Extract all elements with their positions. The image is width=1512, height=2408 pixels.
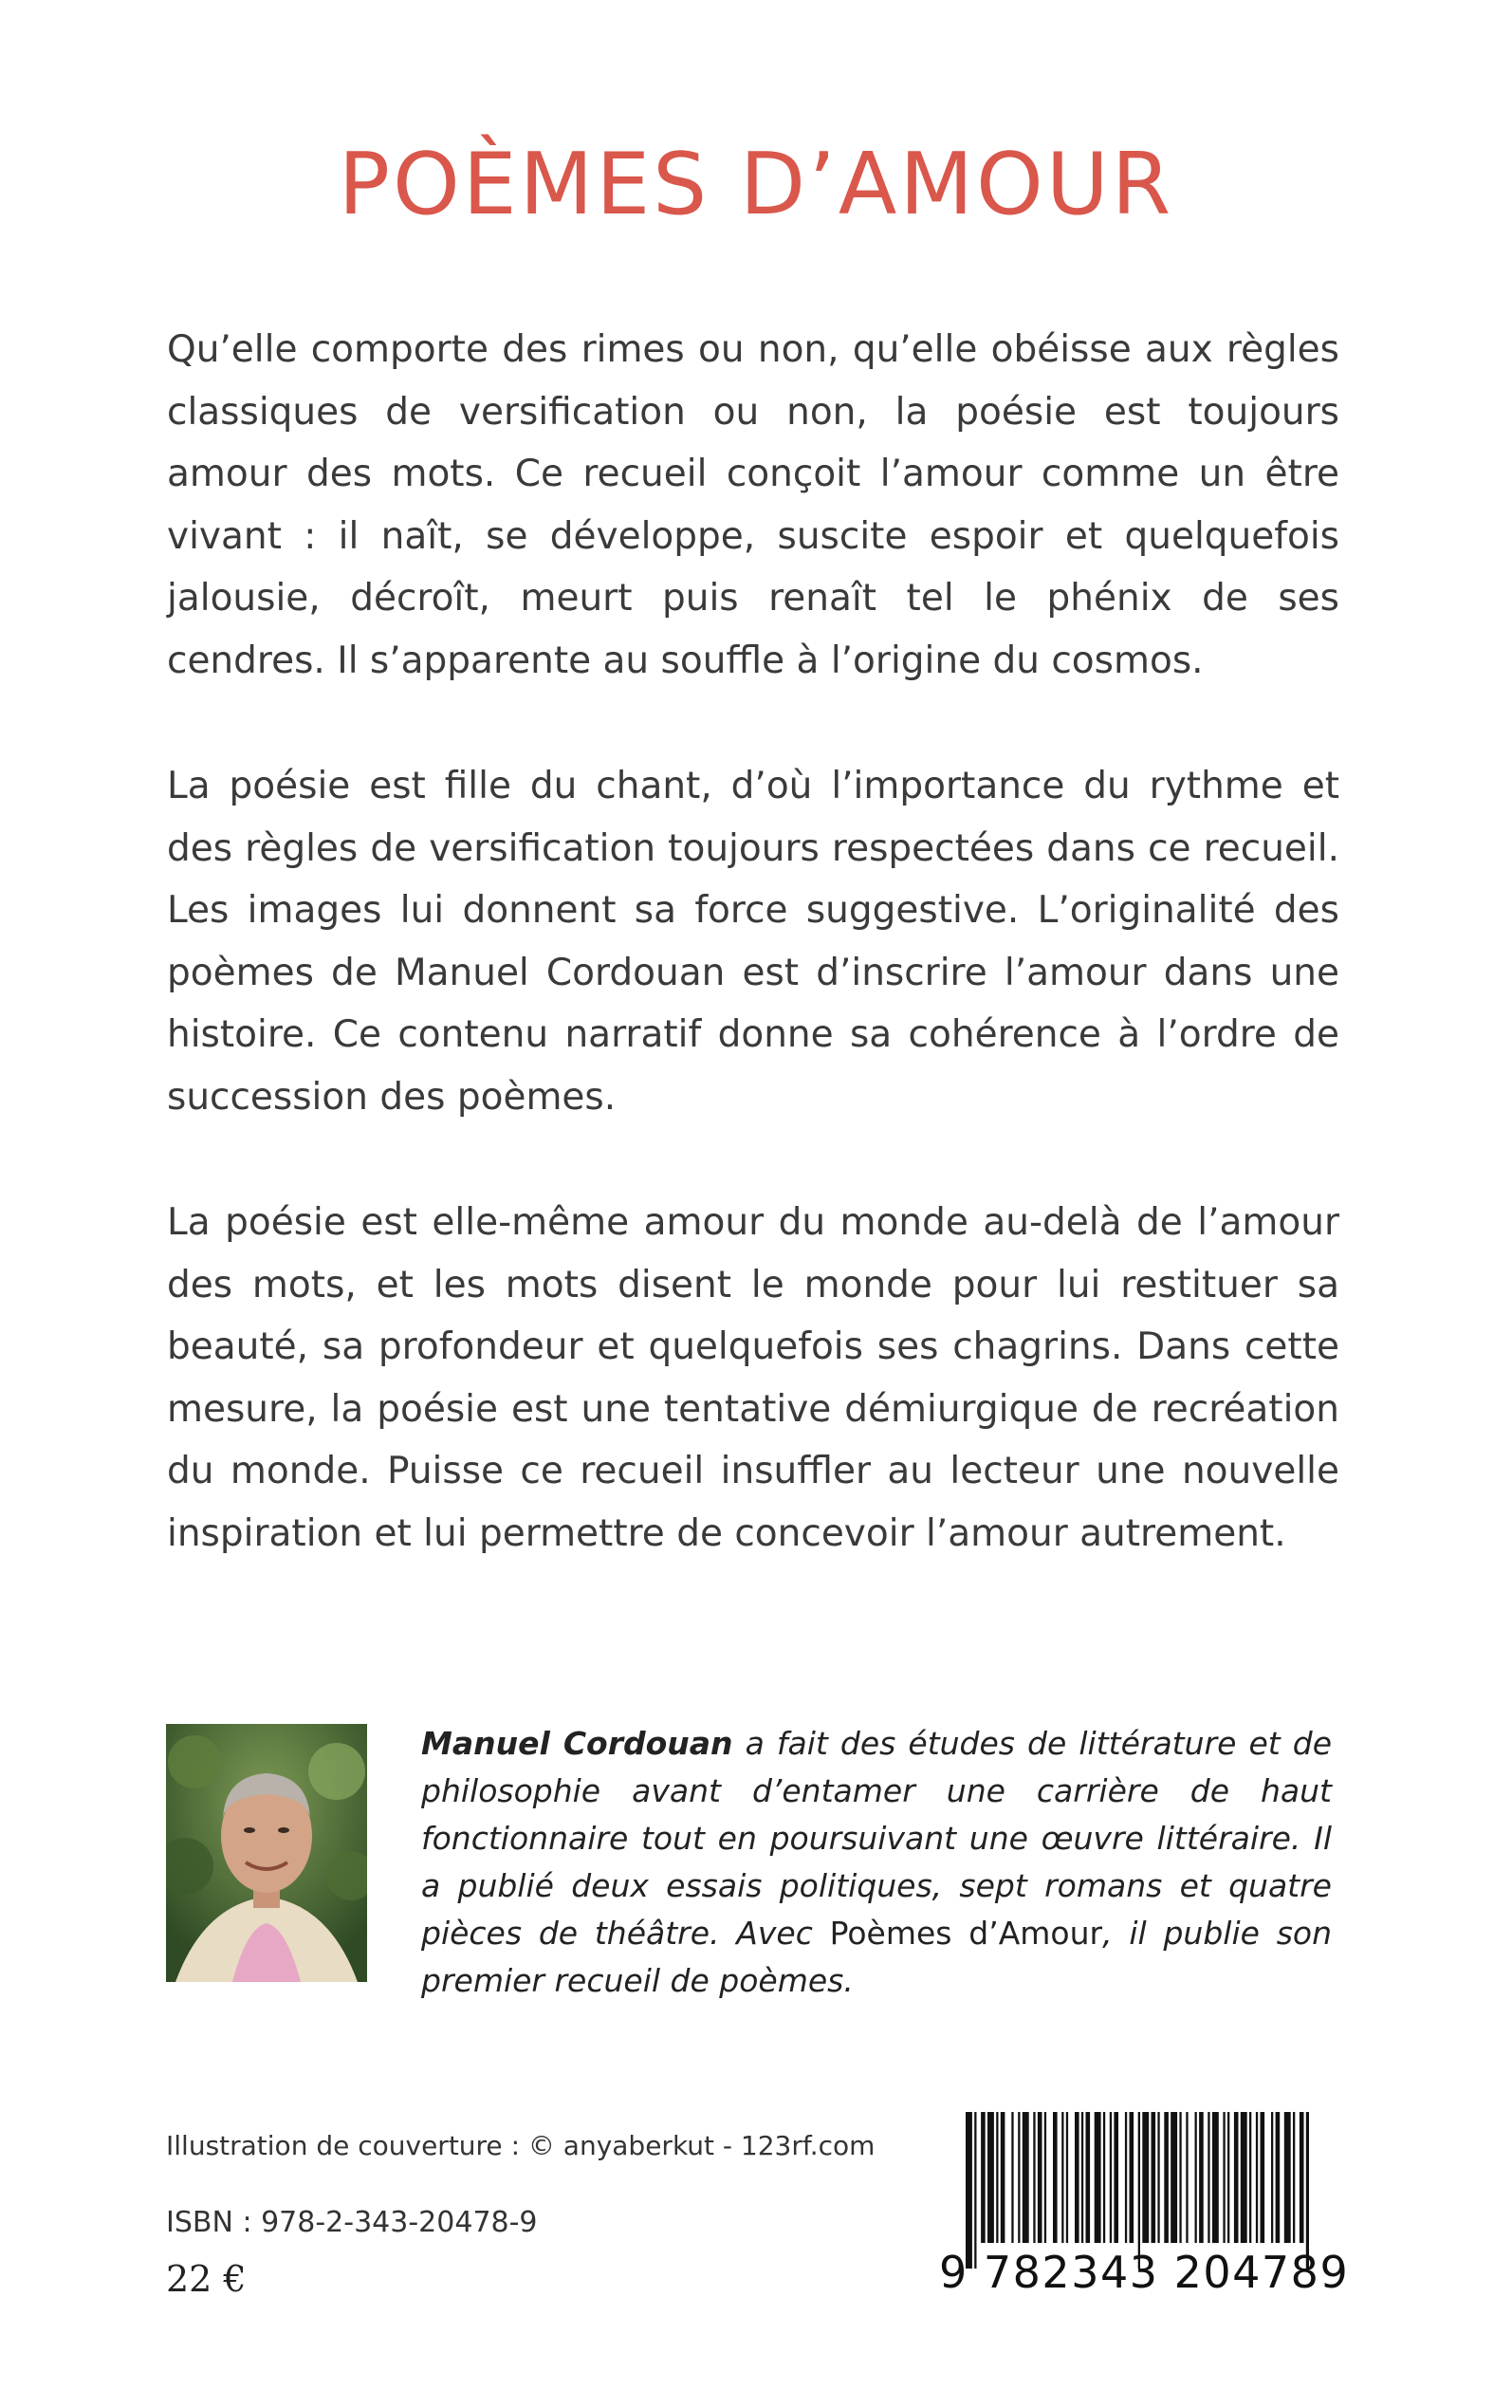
barcode-bar (981, 2112, 986, 2243)
blurb-paragraph-3: La poésie est elle-même amour du monde au-delà de l’amour des mots, et les mots disent le monde pour lui restituer sa beauté, sa profondeur et quelquefois ses chagrins. Dans cette mesure, la poésie est une tentative démiurgique de recréation du monde. Puisse ce recueil insuffler au lecteur une nouvelle inspiration et lui permettre de concevoir l’amour autrement. (167, 1201, 1339, 1555)
barcode-bar (1227, 2112, 1229, 2243)
barcode-bar (1023, 2112, 1029, 2243)
barcode-bar (1284, 2112, 1291, 2243)
isbn: ISBN : 978-2-343-20478-9 (166, 2206, 538, 2239)
barcode-bar (1018, 2112, 1020, 2243)
barcode-bar (1125, 2112, 1127, 2243)
bio-text-1: a fait des études de littérature et de philosophie avant d’entamer une carrière de haut fonctionnaire tout en poursuivant une œuvre littéraire. Il a publié deux essais politiques, sept romans et quatre pièces de théâtre. Avec (421, 1725, 1332, 1952)
bio-text-2: , il publie son premier recueil de poèmes. (421, 1915, 1333, 1999)
barcode-bar (1103, 2112, 1105, 2243)
barcode-bar (1142, 2112, 1149, 2243)
barcode-bar (1152, 2112, 1156, 2243)
barcode-bar (1195, 2112, 1197, 2243)
bio-book-title: Poèmes d’Amour (829, 1915, 1103, 1952)
barcode-bar (1086, 2112, 1091, 2243)
blurb-paragraph-1: Qu’elle comporte des rimes ou non, qu’elle obéisse aux règles classiques de versification ou non, la poésie est toujours amour des mots. Ce recueil conçoit l’amour comme un être vivant : il naît, se développe, suscite espoir et quelquefois jalousie, décroît, meurt puis renaît tel le phénix de ses cendres. Il s’apparente au souffle à l’origine du cosmos. (167, 328, 1339, 682)
author-name: Manuel Cordouan (421, 1725, 733, 1762)
barcode-bar (1001, 2112, 1005, 2243)
book-title: POÈMES D’AMOUR (338, 135, 1174, 234)
barcode-bar (1110, 2112, 1112, 2243)
barcode-bar (1212, 2112, 1219, 2243)
barcode-bar (1033, 2112, 1035, 2243)
barcode-bar (1130, 2112, 1134, 2243)
price: 22 € (166, 2258, 247, 2300)
barcode-bar (1208, 2112, 1209, 2243)
barcode-bar (1053, 2112, 1058, 2243)
barcode-bar (1249, 2112, 1251, 2243)
barcode-bar (1164, 2112, 1169, 2243)
barcode-bar (1179, 2112, 1181, 2243)
barcode-bar (1157, 2112, 1159, 2243)
barcode-bar (974, 2112, 976, 2269)
barcode-bar (1234, 2112, 1239, 2243)
author-bio (421, 1720, 1332, 2005)
barcode-bar (1171, 2112, 1177, 2243)
author-photo (166, 1724, 367, 1982)
barcode-bar (1061, 2112, 1063, 2243)
barcode-bar (966, 2112, 972, 2269)
barcode-bar (1256, 2112, 1258, 2243)
barcode-number: 9 782343 204789 (939, 2247, 1350, 2298)
barcode-bar (987, 2112, 994, 2243)
barcode-bar (1186, 2112, 1188, 2243)
barcode-bar (1223, 2112, 1225, 2243)
blurb-paragraph-2: La poésie est fille du chant, d’où l’importance du rythme et des règles de versification toujours respectées dans ce recueil. Les images lui donnent sa force suggestive. L’originalité des poèmes de Manuel Cordouan est d’inscrire l’amour dans une histoire. Ce contenu narratif donne sa cohérence à l’ordre de succession des poèmes. (167, 765, 1339, 1119)
barcode-bar (996, 2112, 998, 2243)
barcode-bar (1075, 2112, 1079, 2243)
barcode-bar (1241, 2112, 1247, 2243)
barcode-bar (1306, 2112, 1309, 2269)
barcode-bar (1011, 2112, 1013, 2243)
barcode-bar (1044, 2112, 1046, 2243)
barcode-bar (1199, 2112, 1204, 2243)
barcode-bar (1114, 2112, 1118, 2243)
barcode-bar (1276, 2112, 1281, 2243)
barcode-bar (1081, 2112, 1083, 2243)
barcode-bar (1271, 2112, 1273, 2243)
barcode-bar (1293, 2112, 1295, 2243)
barcode-bar (1095, 2112, 1101, 2243)
barcode-bar (1261, 2112, 1265, 2243)
barcode-bar (1138, 2112, 1140, 2269)
barcode-bar (1300, 2112, 1304, 2243)
barcode-bar (1066, 2112, 1068, 2243)
cover-credit: Illustration de couverture : © anyaberkut - 123rf.com (166, 2130, 876, 2161)
barcode-bar (1038, 2112, 1042, 2243)
